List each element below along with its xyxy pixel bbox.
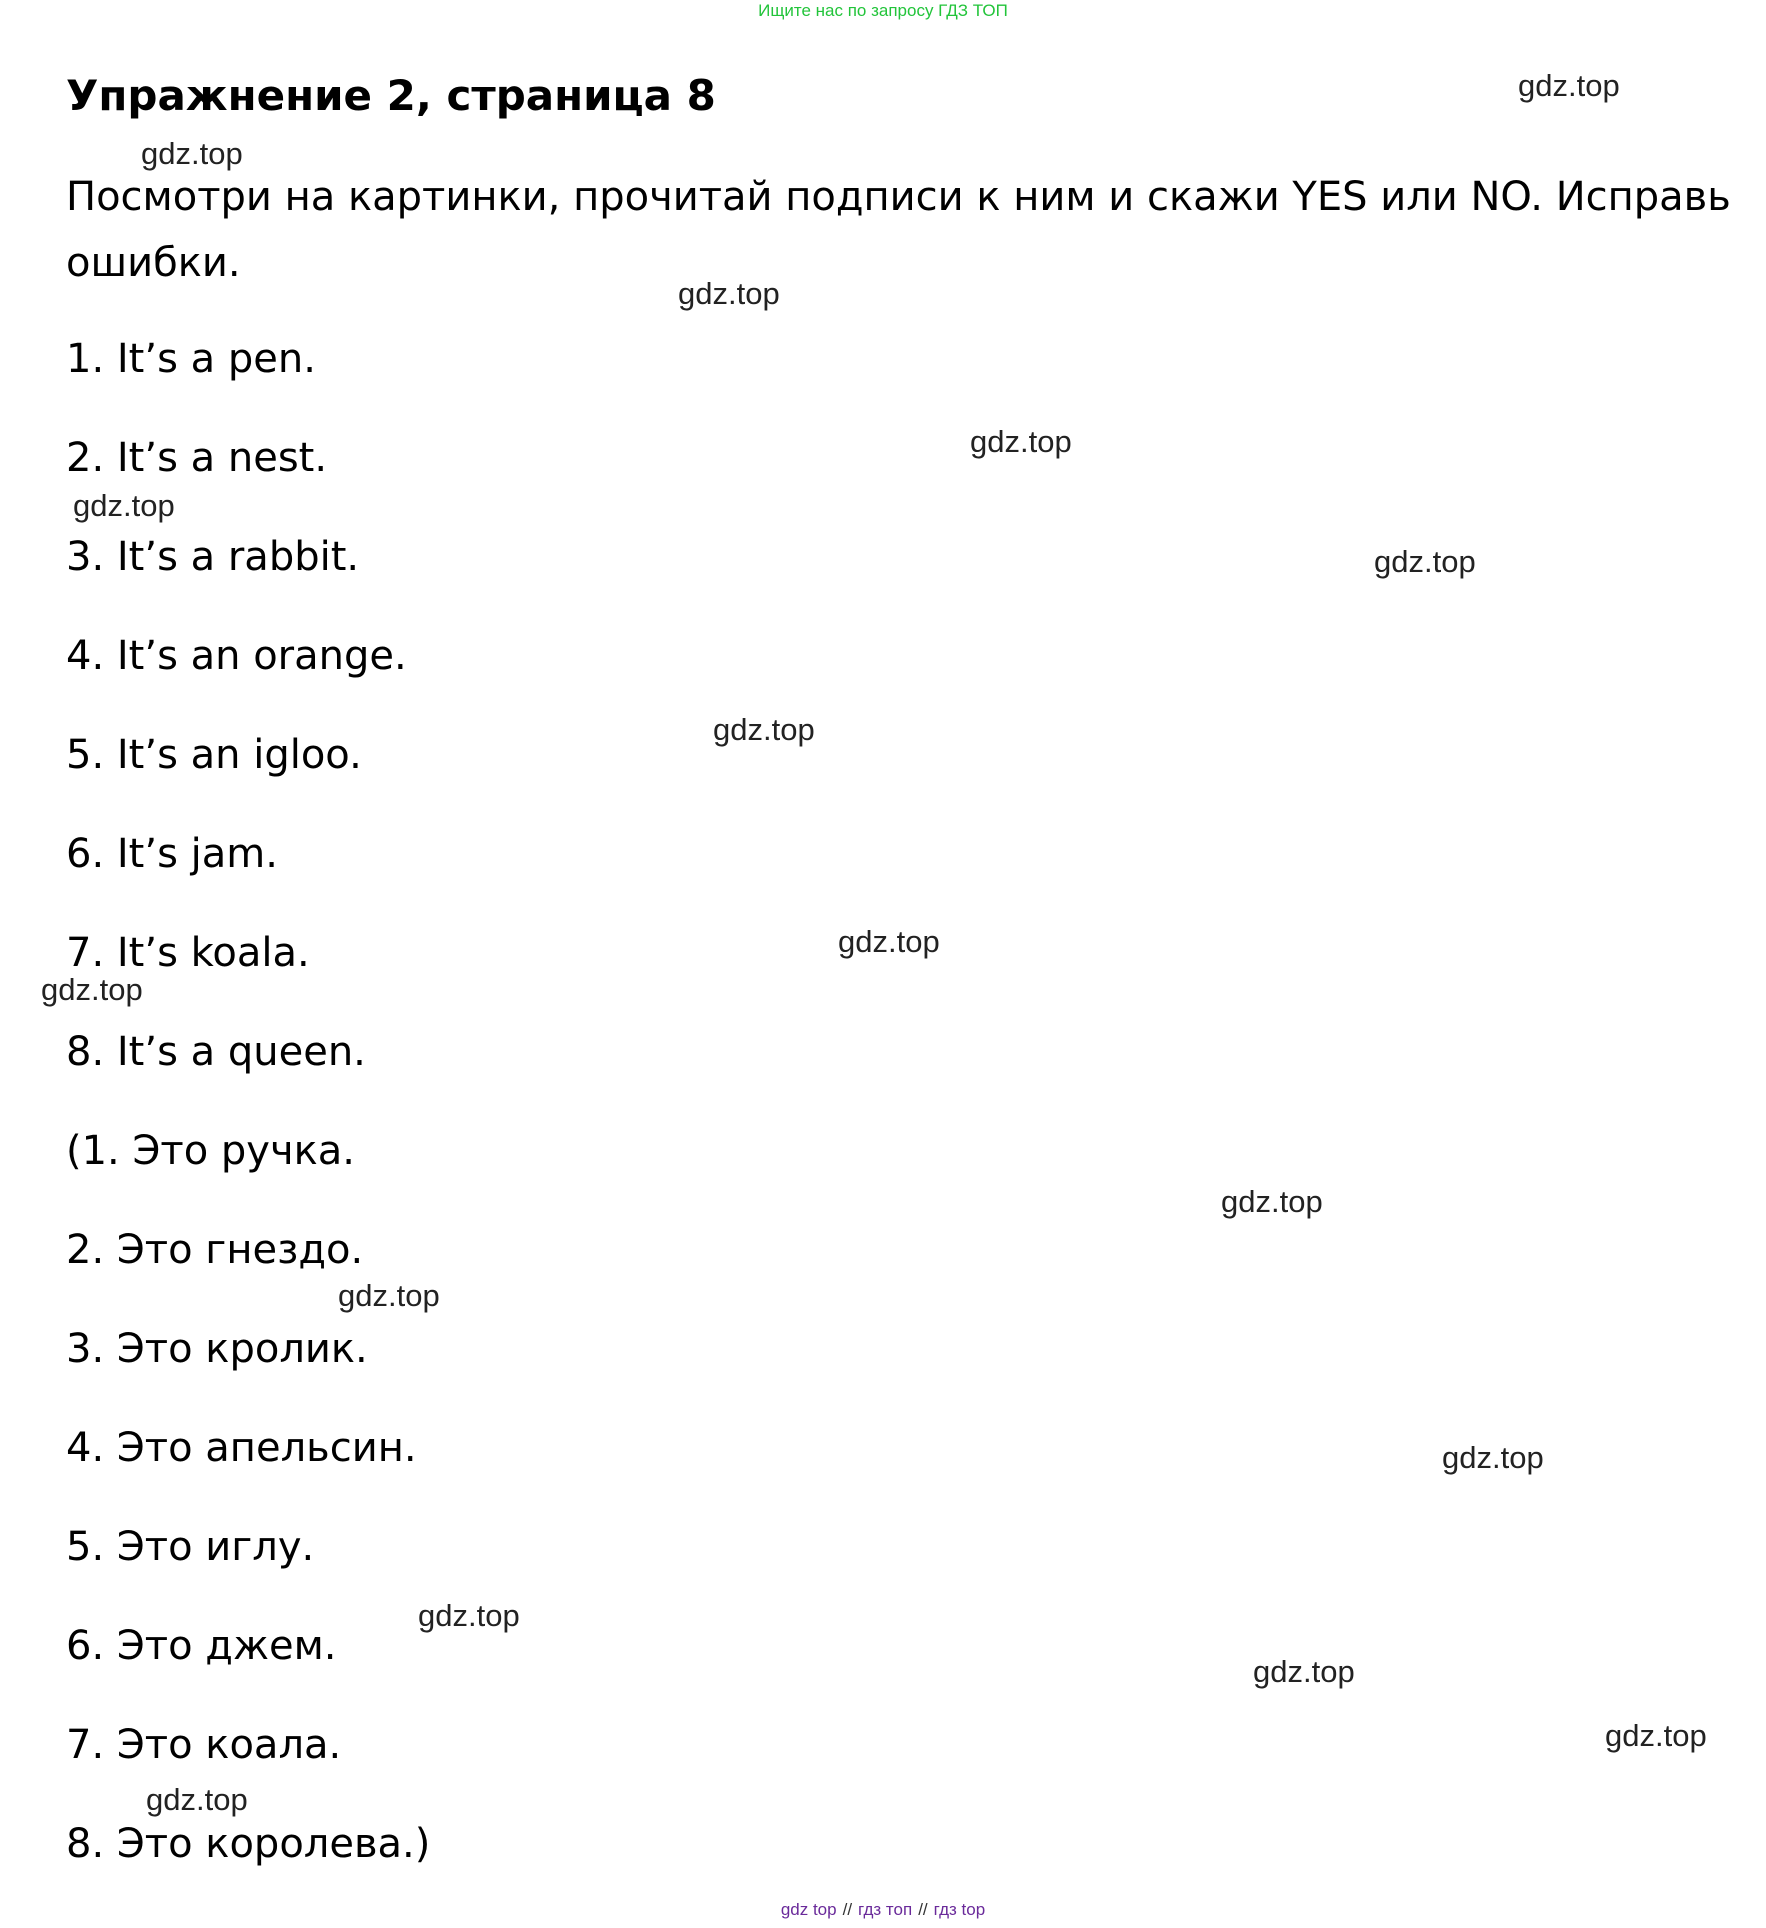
- answer-line-4: 4. It’s an orange.: [66, 633, 407, 679]
- answer-line-8: 8. It’s a queen.: [66, 1029, 366, 1075]
- watermark: gdz.top: [970, 424, 1072, 459]
- watermark: gdz.top: [1253, 1654, 1355, 1689]
- watermark: gdz.top: [1374, 544, 1476, 579]
- translation-line-2: 2. Это гнездо.: [66, 1227, 364, 1273]
- translation-line-7: 7. Это коала.: [66, 1722, 342, 1768]
- translation-line-3: 3. Это кролик.: [66, 1326, 368, 1372]
- answer-line-3: 3. It’s a rabbit.: [66, 534, 360, 580]
- translation-line-4: 4. Это апельсин.: [66, 1425, 417, 1471]
- footer-links: [0, 1900, 1766, 1920]
- watermark: gdz.top: [713, 712, 815, 747]
- footer-link[interactable]: гдз top: [933, 1900, 986, 1919]
- watermark: gdz.top: [41, 972, 143, 1007]
- translation-line-1: (1. Это ручка.: [66, 1128, 355, 1174]
- watermark: gdz.top: [1605, 1718, 1707, 1753]
- watermark: gdz.top: [141, 136, 243, 171]
- translation-line-6: 6. Это джем.: [66, 1623, 337, 1669]
- answer-line-6: 6. It’s jam.: [66, 831, 278, 877]
- watermark: gdz.top: [1442, 1440, 1544, 1475]
- watermark: gdz.top: [678, 276, 780, 311]
- answer-line-2: 2. It’s a nest.: [66, 435, 328, 481]
- watermark: gdz.top: [73, 488, 175, 523]
- translation-line-8: 8. Это королева.): [66, 1821, 431, 1867]
- task-instruction: Посмотри на картинки, прочитай подписи к ним и скажи YES или NO. Исправь ошибки.: [66, 174, 1731, 286]
- footer-link[interactable]: gdz top: [780, 1900, 837, 1919]
- watermark: gdz.top: [418, 1598, 520, 1633]
- page-title: Упражнение 2, страница 8: [66, 71, 716, 120]
- answer-line-5: 5. It’s an igloo.: [66, 732, 362, 778]
- watermark: gdz.top: [838, 924, 940, 959]
- watermark: gdz.top: [1518, 68, 1620, 103]
- answer-line-7: 7. It’s koala.: [66, 930, 310, 976]
- footer-separator: //: [918, 1900, 928, 1919]
- footer-separator: //: [842, 1900, 853, 1919]
- watermark: gdz.top: [146, 1782, 248, 1817]
- top-banner: Ищите нас по запросу ГДЗ ТОП: [758, 1, 1008, 20]
- answer-line-1: 1. It’s a pen.: [66, 336, 316, 382]
- footer-link[interactable]: гдз топ: [858, 1900, 913, 1919]
- watermark: gdz.top: [338, 1278, 440, 1313]
- watermark: gdz.top: [1221, 1184, 1323, 1219]
- translation-line-5: 5. Это иглу.: [66, 1524, 315, 1570]
